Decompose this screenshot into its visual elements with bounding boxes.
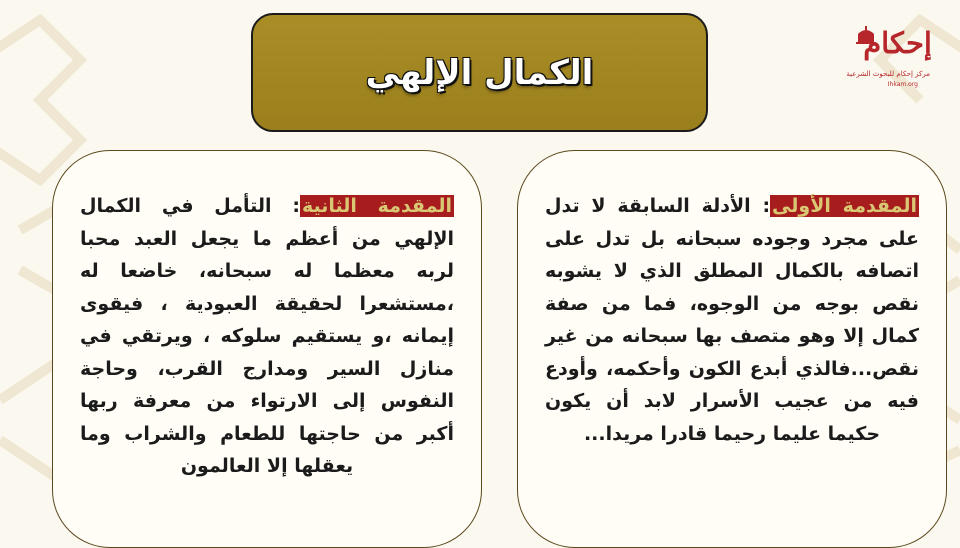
- title-banner: [251, 13, 708, 132]
- card-second-premise: [52, 150, 482, 548]
- logo-name: إحكام: [863, 26, 932, 60]
- slide-title: الكمال الإلهي: [365, 52, 594, 93]
- logo-subtitle: مركز إحكام للبحوث الشرعية: [846, 70, 930, 78]
- ihkam-logo: [848, 26, 932, 94]
- second-premise-heading: المقدمة الثانية: [301, 195, 452, 217]
- first-premise-body: : الأدلة السابقة لا تدل على مجرد وجوده سبحانه بل تدل على اتصافه بالكمال المطلق الذي لا يشوبه نقص بوجه من الوجوه، فما من صفة كمال إلا وهو متصف بها سبحانه من غير نقص...فالذي أبدع الكون وأحكمه، وأودع فيه من عجيب الأسرار لابد أن يكون حكيما عليما رحيما قادرا مريدا...: [545, 195, 919, 445]
- second-premise-text: [80, 190, 454, 483]
- second-premise-body: : التأمل في الكمال الإلهي من أعظم ما يجعل العبد محبا لربه معظما له سبحانه، خاضعا له ،مستشعرا لحقيقة العبودية ، فيقوى إيمانه ،و يستقيم سلوكه ، ويرتقي في منازل السير ومدارج القرب، وحاجة النفوس إلى الارتواء من معرفة ربها أكبر من حاجتها للطعام والشراب وما يعقلها إلا العالمون: [80, 195, 454, 477]
- first-premise-heading: المقدمة الأولى: [772, 195, 917, 217]
- first-premise-text: [545, 190, 919, 450]
- logo-url: Ihkam.org: [887, 81, 918, 88]
- card-first-premise: [517, 150, 947, 548]
